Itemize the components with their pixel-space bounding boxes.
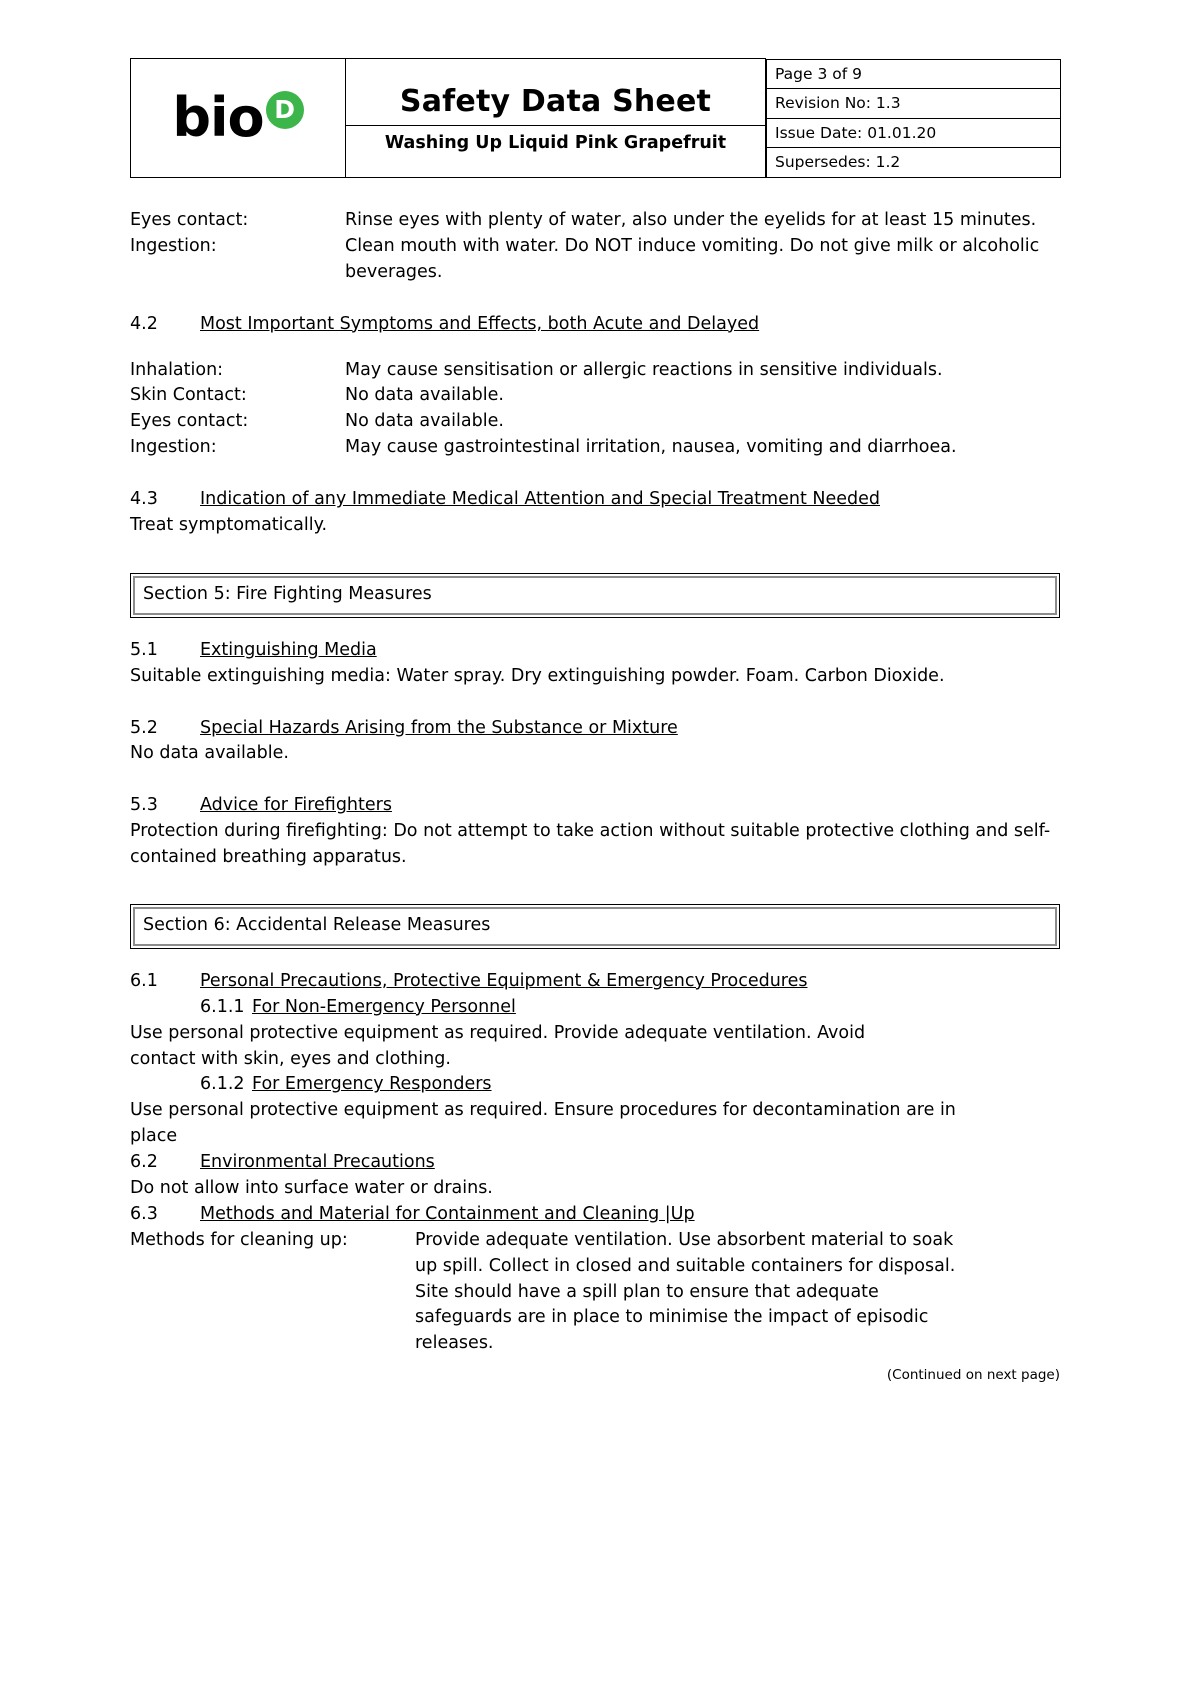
subsection-5-1-heading — [130, 638, 1073, 664]
cleaning-methods-label: Methods for cleaning up: — [130, 1229, 348, 1250]
header-revision: Revision No: 1.3 — [767, 89, 1061, 119]
subsection-6-3-number: 6.3 — [130, 1203, 158, 1224]
subsection-6-1-title: Personal Precautions, Protective Equipment & Emergency Procedures — [200, 970, 808, 991]
subsection-6-1-1-text: Use personal protective equipment as required. Provide adequate ventilation. Avoid contact with skin, eyes and clothing. — [130, 1022, 866, 1069]
header-issue-date: Issue Date: 01.01.20 — [767, 118, 1061, 148]
subsection-5-3-title: Advice for Firefighters — [200, 795, 392, 816]
subsection-5-3-text: Protection during firefighting: Do not attempt to take action without suitable protective clothing and self-contained breathing apparatus. — [130, 821, 1051, 867]
subsection-5-1-text: Suitable extinguishing media: Water spray. Dry extinguishing powder. Foam. Carbon Dioxide. — [130, 665, 945, 686]
symptom-value: No data available. — [345, 411, 504, 432]
first-aid-ingestion-row — [130, 234, 1073, 286]
subsection-5-3-number: 5.3 — [130, 795, 158, 816]
section-6-bar — [130, 904, 1060, 949]
subsection-6-1-1-heading — [200, 995, 1073, 1021]
bio-d-logo — [151, 87, 326, 149]
first-aid-ingestion-value: Clean mouth with water. Do NOT induce vomiting. Do not give milk or alcoholic beverages. — [345, 235, 1040, 282]
subsection-6-2-text: Do not allow into surface water or drains. — [130, 1178, 493, 1199]
document-body — [130, 208, 1073, 1386]
subsection-4-2-title: Most Important Symptoms and Effects, both Acute and Delayed — [200, 313, 760, 334]
subsection-6-3-title: Methods and Material for Containment and Cleaning |Up — [200, 1203, 695, 1224]
subsection-5-1-number: 5.1 — [130, 639, 158, 660]
subsection-5-1-title: Extinguishing Media — [200, 639, 377, 660]
product-name: Washing Up Liquid Pink Grapefruit — [346, 125, 765, 157]
symptom-row-eyes-contact — [130, 409, 1073, 435]
symptom-value: No data available. — [345, 385, 504, 406]
first-aid-eyes-label: Eyes contact: — [130, 210, 249, 230]
header-meta-cell — [766, 59, 1061, 178]
subsection-6-1-1-number: 6.1.1 — [200, 996, 245, 1017]
symptom-row-ingestion — [130, 435, 1073, 461]
symptom-label: Inhalation: — [130, 359, 224, 380]
subsection-4-3-number: 4.3 — [130, 489, 158, 510]
header-title-cell — [346, 59, 766, 178]
document-title: Safety Data Sheet — [399, 83, 712, 119]
subsection-4-2-heading — [130, 312, 1073, 338]
first-aid-eyes-row — [130, 208, 1073, 234]
subsection-5-2-text: No data available. — [130, 743, 289, 764]
first-aid-ingestion-label: Ingestion: — [130, 235, 217, 256]
subsection-6-2-title: Environmental Precautions — [200, 1152, 435, 1173]
subsection-6-2-heading — [130, 1150, 1073, 1176]
header-supersedes: Supersedes: 1.2 — [767, 148, 1061, 178]
brand-logo-cell — [131, 59, 346, 178]
subsection-4-3-heading — [130, 487, 1073, 513]
cleaning-methods-row — [130, 1228, 1073, 1357]
symptom-row-inhalation — [130, 358, 1073, 384]
subsection-5-2-heading — [130, 716, 1073, 742]
logo-d-badge: D — [266, 91, 304, 129]
symptom-value: May cause gastrointestinal irritation, nausea, vomiting and diarrhoea. — [345, 437, 957, 458]
subsection-4-2-number: 4.2 — [130, 313, 158, 334]
subsection-6-1-1-title: For Non-Emergency Personnel — [252, 996, 516, 1017]
symptom-label: Ingestion: — [130, 437, 217, 458]
subsection-6-1-2-title: For Emergency Responders — [252, 1074, 492, 1095]
document-header — [130, 58, 1061, 178]
first-aid-eyes-value: Rinse eyes with plenty of water, also under the eyelids for at least 15 minutes. — [345, 210, 1037, 230]
subsection-4-3-text: Treat symptomatically. — [130, 515, 328, 536]
subsection-4-3-title: Indication of any Immediate Medical Attention and Special Treatment Needed — [200, 489, 880, 510]
subsection-6-1-heading — [130, 969, 1073, 995]
symptom-label: Skin Contact: — [130, 385, 247, 406]
subsection-5-2-title: Special Hazards Arising from the Substance or Mixture — [200, 717, 678, 738]
logo-wordmark: bio — [172, 86, 264, 149]
subsection-5-3-heading — [130, 793, 1073, 819]
symptom-value: May cause sensitisation or allergic reactions in sensitive individuals. — [345, 359, 943, 380]
section-5-heading: Section 5: Fire Fighting Measures — [133, 576, 1057, 615]
subsection-6-1-2-number: 6.1.2 — [200, 1074, 245, 1095]
cleaning-methods-value: Provide adequate ventilation. Use absorbent material to soak up spill. Collect in closed and suitable containers for disposal. Site should have a spill plan to ensure that adequate safeguards are in place to minimise the impact of episodic releases. — [415, 1229, 956, 1354]
section-5-bar — [130, 573, 1060, 618]
subsection-6-1-2-text: Use personal protective equipment as required. Ensure procedures for decontamination are in place — [130, 1100, 956, 1147]
continued-note: (Continued on next page) — [886, 1367, 1060, 1384]
subsection-5-2-number: 5.2 — [130, 717, 158, 738]
symptom-label: Eyes contact: — [130, 411, 249, 432]
subsection-6-3-heading — [130, 1202, 1073, 1228]
section-6-heading: Section 6: Accidental Release Measures — [133, 907, 1057, 946]
subsection-6-2-number: 6.2 — [130, 1152, 158, 1173]
subsection-6-1-number: 6.1 — [130, 970, 158, 991]
subsection-6-1-2-heading — [200, 1072, 1073, 1098]
symptom-row-skin-contact — [130, 383, 1073, 409]
header-page-number: Page 3 of 9 — [767, 59, 1061, 89]
